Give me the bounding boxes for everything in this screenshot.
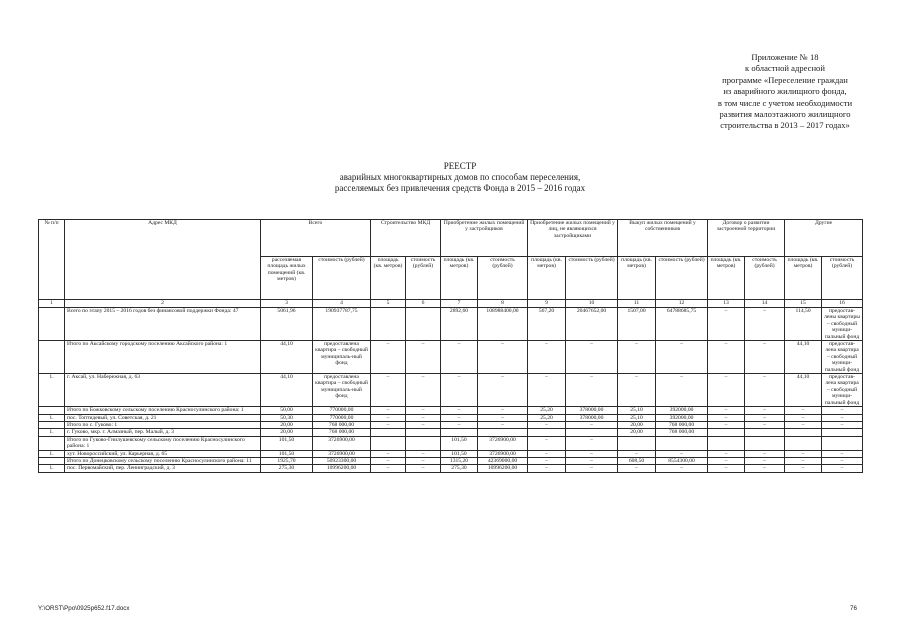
title-line: аварийных многоквартирных домов по способам переселения, (339, 172, 581, 182)
developer-cost-cell: 42369000,00 (478, 457, 528, 464)
contract-area-cell: – (708, 308, 745, 341)
header-development-contract: Договор о развитии застроенной территории (708, 220, 785, 257)
construction-cost-cell: – (406, 414, 441, 421)
subheader-area: площадь (кв. метров) (708, 257, 745, 300)
contract-area-cell: – (708, 407, 745, 414)
buyout-cost-cell: 392000,00 (656, 414, 708, 421)
buyout-area-cell: 1507,00 (618, 308, 656, 341)
subheader-cost: стоимость (рублей) (822, 257, 863, 300)
other-area-cell: 44,10 (785, 341, 822, 374)
other-cost-cell (822, 429, 863, 436)
total-area-cell: 20,00 (261, 421, 313, 428)
other-area-cell (785, 429, 822, 436)
buyout-cost-cell: – (656, 374, 708, 407)
construction-cost-cell: – (406, 407, 441, 414)
developer-area-cell: – (441, 341, 478, 374)
other-cost-cell: предостав-лены квартиры – свободный муници-пальный фонд (822, 308, 863, 341)
column-number-cell: 13 (708, 300, 745, 308)
column-number-cell: 7 (441, 300, 478, 308)
other-area-cell: – (785, 421, 822, 428)
other-area-cell: – (785, 457, 822, 464)
buyout-cost-cell: 392000,00 (656, 407, 708, 414)
buyout-area-cell: 608,50 (618, 457, 656, 464)
developer-area-cell (441, 429, 478, 436)
construction-cost-cell (406, 429, 441, 436)
buyout-area-cell: 20,00 (618, 421, 656, 428)
header-row-top (39, 220, 863, 257)
column-number-cell: 16 (822, 300, 863, 308)
developer-cost-cell: 3726900,00 (478, 450, 528, 457)
buyout-cost-cell: 8554300,00 (656, 457, 708, 464)
developer-area-cell: – (441, 407, 478, 414)
construction-cost-cell (406, 436, 441, 450)
total-cost-cell: 768 000,00 (313, 429, 371, 436)
column-number-cell: 12 (656, 300, 708, 308)
nondeveloper-area-cell: – (528, 457, 566, 464)
nondeveloper-cost-cell: – (566, 436, 618, 450)
developer-cost-cell: – (478, 374, 528, 407)
contract-cost-cell (745, 436, 785, 450)
appendix-line: в том числе с учетом необходимости (717, 97, 853, 108)
construction-cost-cell: – (406, 457, 441, 464)
buyout-area-cell: 25,10 (618, 414, 656, 421)
row-number: 1. (39, 374, 65, 407)
construction-cost-cell (406, 308, 441, 341)
other-cost-cell: – (822, 407, 863, 414)
subheader-cost: стоимость (рублей) (566, 257, 618, 300)
nondeveloper-cost-cell: 378000,00 (566, 407, 618, 414)
address-cell: Итого по с. Гуково: 1 (65, 421, 261, 428)
column-number-cell: 5 (371, 300, 406, 308)
table-row (39, 429, 863, 436)
buyout-cost-cell (656, 436, 708, 450)
nondeveloper-cost-cell: – (566, 457, 618, 464)
total-cost-cell: 770000,00 (313, 414, 371, 421)
column-number-cell: 2 (65, 300, 261, 308)
registry-table (38, 219, 863, 473)
buyout-area-cell (618, 436, 656, 450)
table-row (39, 457, 863, 464)
column-number-cell: 4 (313, 300, 371, 308)
buyout-cost-cell: – (656, 450, 708, 457)
header-buyout: Выкуп жилых помещений у собственников (618, 220, 708, 257)
row-number (39, 308, 65, 341)
developer-cost-cell: – (478, 421, 528, 428)
nondeveloper-cost-cell: 20467652,00 (566, 308, 618, 341)
column-number-cell: 15 (785, 300, 822, 308)
total-cost-cell: 3726900,00 (313, 450, 371, 457)
construction-area-cell: – (371, 457, 406, 464)
nondeveloper-area-cell: – (528, 450, 566, 457)
column-number-row (39, 300, 863, 308)
column-number-cell: 8 (478, 300, 528, 308)
construction-cost-cell: – (406, 421, 441, 428)
other-area-cell: – (785, 450, 822, 457)
contract-cost-cell (745, 429, 785, 436)
developer-cost-cell: – (478, 414, 528, 421)
nondeveloper-area-cell (528, 429, 566, 436)
contract-cost-cell: – (745, 457, 785, 464)
total-cost-cell: 770000,00 (313, 407, 371, 414)
construction-area-cell: – (371, 414, 406, 421)
other-cost-cell: – (822, 457, 863, 464)
contract-cost-cell: – (745, 414, 785, 421)
other-cost-cell: предостав-лена квартира – свободный муници-пальный фонд (822, 341, 863, 374)
footer-file-path: Y:\ORST\Ppo\0925p652.f17.docx (38, 605, 130, 612)
total-cost-cell: 10996200,00 (313, 465, 371, 472)
total-area-cell: 1925,70 (261, 457, 313, 464)
row-number (39, 457, 65, 464)
appendix-line: развития малоэтажного жилищного (719, 109, 851, 120)
developer-cost-cell: 10996200,00 (478, 465, 528, 472)
title-heading: РЕЕСТР (443, 161, 477, 171)
buyout-area-cell: – (618, 465, 656, 472)
subheader-cost: стоимость (рублей) (313, 257, 371, 300)
column-number-cell: 3 (261, 300, 313, 308)
other-cost-cell: предостав-лена квартира – свободный муници-пальный фонд (822, 374, 863, 407)
construction-cost-cell: – (406, 341, 441, 374)
appendix-line: строительства в 2013 – 2017 годах» (720, 120, 850, 131)
nondeveloper-cost-cell: – (566, 421, 618, 428)
table-row (39, 414, 863, 421)
table-row (39, 407, 863, 414)
contract-area-cell: – (708, 465, 745, 472)
construction-cost-cell: – (406, 374, 441, 407)
buyout-cost-cell: – (656, 341, 708, 374)
table-row (39, 421, 863, 428)
total-area-cell: 275,30 (261, 465, 313, 472)
contract-cost-cell: – (745, 450, 785, 457)
appendix-line: к областной адресной (745, 63, 825, 74)
table-row (39, 374, 863, 407)
nondeveloper-area-cell: – (528, 341, 566, 374)
other-cost-cell: – (822, 450, 863, 457)
subheader-area: площадь (кв. метров) (618, 257, 656, 300)
nondeveloper-area-cell: 25,20 (528, 407, 566, 414)
nondeveloper-cost-cell: – (566, 465, 618, 472)
column-number-cell: 1 (39, 300, 65, 308)
row-number: 1. (39, 429, 65, 436)
buyout-area-cell: – (618, 374, 656, 407)
footer-page-number: 76 (850, 605, 857, 612)
buyout-area-cell: – (618, 341, 656, 374)
construction-area-cell: – (371, 407, 406, 414)
contract-area-cell: – (708, 457, 745, 464)
developer-area-cell: – (441, 421, 478, 428)
appendix-line: Приложение № 18 (751, 52, 819, 62)
other-area-cell: 44,10 (785, 374, 822, 407)
subheader-resettled-area: расселяемая площадь жилых помещений (кв. метров) (261, 257, 313, 300)
total-area-cell: 44,10 (261, 374, 313, 407)
construction-area-cell: – (371, 341, 406, 374)
total-area-cell: 44,10 (261, 341, 313, 374)
construction-area-cell: – (371, 465, 406, 472)
address-cell: Итого по Гуково-Гнилушевскому сельскому поселению Красносулинского района: 1 (65, 436, 261, 450)
other-area-cell: – (785, 414, 822, 421)
developer-area-cell: – (441, 414, 478, 421)
nondeveloper-cost-cell: – (566, 374, 618, 407)
contract-area-cell: – (708, 450, 745, 457)
title-line: расселяемых без привлечения средств Фонда в 2015 – 2016 годах (334, 183, 586, 193)
subheader-cost: стоимость (рублей) (406, 257, 441, 300)
nondeveloper-area-cell: – (528, 465, 566, 472)
total-cost-cell: 50923300,00 (313, 457, 371, 464)
developer-cost-cell: – (478, 341, 528, 374)
header-address: Адрес МКД (65, 220, 261, 300)
construction-area-cell (371, 308, 406, 341)
developer-cost-cell: – (478, 407, 528, 414)
total-area-cell: 101,50 (261, 450, 313, 457)
contract-cost-cell: – (745, 374, 785, 407)
total-area-cell: 5061,96 (261, 308, 313, 341)
developer-area-cell: 1315,20 (441, 457, 478, 464)
other-cost-cell: – (822, 414, 863, 421)
buyout-cost-cell: 768 000,00 (656, 421, 708, 428)
other-area-cell: – (785, 465, 822, 472)
subheader-area: площадь (кв. метров) (441, 257, 478, 300)
total-cost-cell: 768 000,00 (313, 421, 371, 428)
nondeveloper-area-cell: 25,20 (528, 414, 566, 421)
total-area-cell: 50,30 (261, 414, 313, 421)
total-cost-cell: предоставлена квартира – свободный муниципаль-ный фонд (313, 341, 371, 374)
other-cost-cell: – (822, 421, 863, 428)
nondeveloper-area-cell: – (528, 421, 566, 428)
column-number-cell: 10 (566, 300, 618, 308)
contract-area-cell: – (708, 421, 745, 428)
row-number: 1. (39, 450, 65, 457)
row-number (39, 436, 65, 450)
address-cell: Итого по Аксайскому городскому поселению Аксайского района: 1 (65, 341, 261, 374)
address-cell: пос. Первомайский, пер. Ленинградский, д. 3 (65, 465, 261, 472)
row-number (39, 341, 65, 374)
column-number-cell: 11 (618, 300, 656, 308)
nondeveloper-cost-cell: – (566, 341, 618, 374)
developer-cost-cell: 3726900,00 (478, 436, 528, 450)
other-area-cell: 114,50 (785, 308, 822, 341)
subheader-area: площадь (кв. метров) (528, 257, 566, 300)
buyout-cost-cell: 768 000,00 (656, 429, 708, 436)
nondeveloper-area-cell: – (528, 374, 566, 407)
row-number (39, 407, 65, 414)
contract-area-cell (708, 436, 745, 450)
header-purchase-others: Приобретение жилых помещений у лиц, не являющихся застройщиками (528, 220, 618, 257)
row-number: 1. (39, 414, 65, 421)
buyout-cost-cell: 64788685,75 (656, 308, 708, 341)
header-construction: Строительство МКД (371, 220, 441, 257)
header-num: № п/п (39, 220, 65, 300)
developer-cost-cell: 108988400,00 (478, 308, 528, 341)
appendix-line: программе «Переселение граждан (722, 74, 848, 85)
nondeveloper-cost-cell: 378000,00 (566, 414, 618, 421)
developer-area-cell: 2892,60 (441, 308, 478, 341)
document-title (250, 161, 670, 194)
developer-area-cell: 275,30 (441, 465, 478, 472)
header-purchase-developers: Приобретение жилых помещений у застройщиков (441, 220, 528, 257)
nondeveloper-area-cell: – (528, 436, 566, 450)
construction-cost-cell: – (406, 450, 441, 457)
nondeveloper-cost-cell: – (566, 450, 618, 457)
nondeveloper-area-cell: 567,20 (528, 308, 566, 341)
contract-cost-cell: – (745, 341, 785, 374)
table-row (39, 450, 863, 457)
appendix-block (660, 52, 905, 132)
row-number: 1. (39, 465, 65, 472)
column-number-cell: 14 (745, 300, 785, 308)
contract-area-cell (708, 429, 745, 436)
construction-area-cell: – (371, 421, 406, 428)
address-cell: Итого по Донецковскому сельскому поселению Красносулинского района: 11 (65, 457, 261, 464)
address-cell: Всего по этапу 2015 – 2016 годов без финансовой поддержки Фонда: 47 (65, 308, 261, 341)
table-row (39, 308, 863, 341)
buyout-area-cell: 20,00 (618, 429, 656, 436)
other-cost-cell: – (822, 465, 863, 472)
contract-cost-cell: – (745, 407, 785, 414)
construction-area-cell: – (371, 450, 406, 457)
developer-area-cell: 101,50 (441, 450, 478, 457)
buyout-area-cell: 25,10 (618, 407, 656, 414)
contract-cost-cell: – (745, 421, 785, 428)
address-cell: пос. Топтидевый, ул. Советская, д. 21 (65, 414, 261, 421)
subheader-cost: стоимость (рублей) (745, 257, 785, 300)
address-cell: г. Гуково, мкр. г. Алмазный, пер. Малый, д. 3 (65, 429, 261, 436)
contract-area-cell: – (708, 374, 745, 407)
table-row (39, 436, 863, 450)
subheader-cost: стоимость (рублей) (656, 257, 708, 300)
total-cost-cell: предоставлена квартира – свободный муниципаль-ный фонд (313, 374, 371, 407)
column-number-cell: 9 (528, 300, 566, 308)
other-cost-cell (822, 436, 863, 450)
contract-area-cell: – (708, 414, 745, 421)
address-cell: хут. Новороссийский, ул. Карьерная, д. 65 (65, 450, 261, 457)
construction-cost-cell: – (406, 465, 441, 472)
total-cost-cell: 3726900,00 (313, 436, 371, 450)
row-number (39, 421, 65, 428)
developer-area-cell: – (441, 374, 478, 407)
address-cell: Итого по Божковскому сельскому поселению Красносулинского района: 1 (65, 407, 261, 414)
header-other: Другие (785, 220, 863, 257)
subheader-area: площадь (кв. метров) (785, 257, 822, 300)
contract-cost-cell: – (745, 465, 785, 472)
total-area-cell: 20,00 (261, 429, 313, 436)
construction-area-cell (371, 429, 406, 436)
contract-area-cell: – (708, 341, 745, 374)
construction-area-cell (371, 436, 406, 450)
developer-cost-cell (478, 429, 528, 436)
address-cell: г. Аксай, ул. Набережная, д. 63 (65, 374, 261, 407)
total-area-cell: 50,00 (261, 407, 313, 414)
column-number-cell: 6 (406, 300, 441, 308)
contract-cost-cell: – (745, 308, 785, 341)
other-area-cell (785, 436, 822, 450)
other-area-cell: – (785, 407, 822, 414)
developer-area-cell: 101,50 (441, 436, 478, 450)
buyout-cost-cell: – (656, 465, 708, 472)
nondeveloper-cost-cell (566, 429, 618, 436)
total-area-cell: 101,50 (261, 436, 313, 450)
subheader-cost: стоимость (рублей) (478, 257, 528, 300)
total-cost-cell: 190937787,75 (313, 308, 371, 341)
subheader-area: площадь (кв. метров) (371, 257, 406, 300)
buyout-area-cell: – (618, 450, 656, 457)
table-row (39, 465, 863, 472)
construction-area-cell: – (371, 374, 406, 407)
table-row (39, 341, 863, 374)
appendix-line: из аварийного жилищного фонда, (723, 86, 847, 97)
header-total: Всего (261, 220, 371, 257)
